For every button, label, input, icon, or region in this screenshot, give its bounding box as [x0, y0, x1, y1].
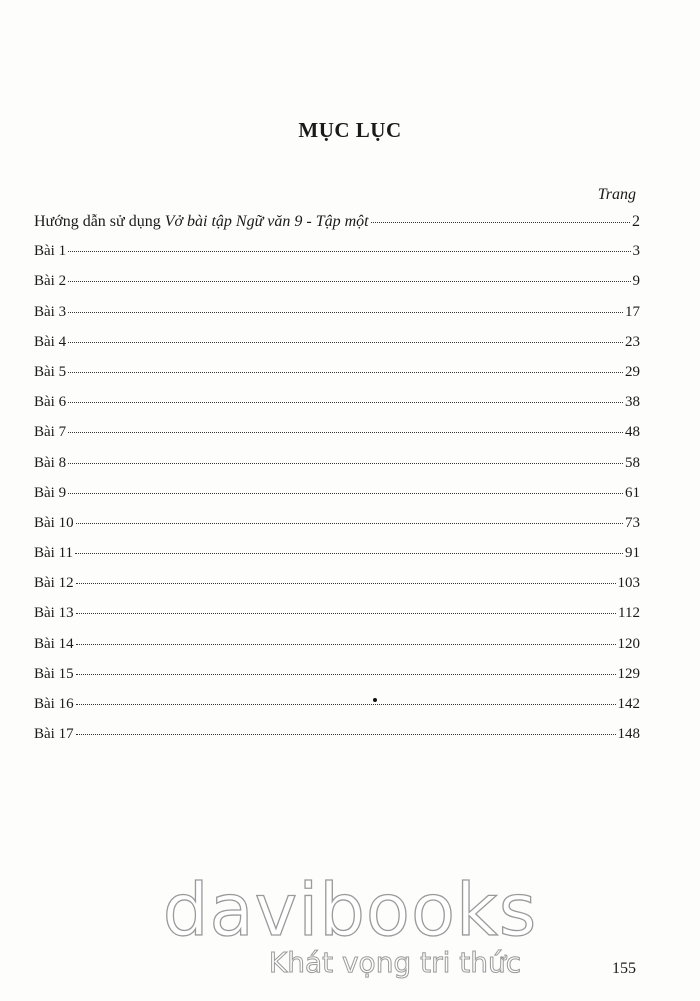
toc-row: [34, 334, 640, 364]
toc-leader-dots: [68, 342, 623, 343]
toc-page-number: 17: [625, 303, 640, 320]
toc-leader-dots: [76, 674, 616, 675]
toc-row: [34, 726, 640, 756]
toc-page-number: 58: [625, 454, 640, 471]
toc-entry-label: Bài 4: [34, 333, 67, 350]
toc-entry-label: Bài 8: [34, 454, 67, 471]
toc-entry-label: Bài 12: [34, 575, 74, 592]
toc-entry-label: Bài 14: [34, 635, 74, 652]
toc-entry-label: Bài 6: [34, 394, 67, 411]
toc-entry-label: Bài 16: [34, 696, 74, 712]
toc-leader-dots: [76, 734, 616, 735]
toc-page-number: 48: [625, 424, 640, 441]
toc-row: [34, 455, 640, 485]
toc-page-number: 103: [617, 575, 640, 592]
page-column-label: Trang: [597, 186, 636, 203]
toc-leader-dots: [68, 463, 623, 464]
toc-page-number: 129: [617, 665, 640, 682]
toc-row: [34, 394, 640, 424]
toc-row: [34, 273, 640, 303]
toc-row: [34, 304, 640, 334]
toc-leader-dots: [68, 432, 623, 433]
toc-entry-label: Bài 9: [34, 484, 67, 501]
toc-entry-label: Bài 1: [34, 243, 67, 260]
toc-row: [34, 545, 640, 575]
toc-leader-dots: [76, 644, 616, 645]
toc-row: [34, 605, 640, 635]
table-of-contents: [34, 213, 640, 756]
toc-page-number: 23: [625, 333, 640, 350]
toc-entry-label: Bài 15: [34, 665, 74, 682]
toc-page-number: 112: [618, 605, 640, 622]
toc-page-number: 91: [625, 545, 640, 562]
toc-row: [34, 424, 640, 454]
watermark-slogan: Khát vọng tri thức: [268, 946, 522, 979]
toc-leader-dots: [75, 553, 623, 554]
toc-page-number: 120: [617, 635, 640, 652]
toc-entry-label: Bài 10: [34, 514, 74, 531]
toc-row: [34, 364, 640, 394]
toc-leader-dots: [68, 372, 623, 373]
toc-page-number: 29: [625, 363, 640, 380]
toc-page-number: 2: [632, 213, 640, 230]
toc-page-number: 61: [625, 484, 640, 501]
toc-leader-dots: [76, 523, 623, 524]
toc-page-number: 148: [617, 726, 640, 743]
toc-entry-label: Bài 2: [34, 273, 67, 290]
page-title: MỤC LỤC: [298, 118, 402, 142]
toc-row: [34, 243, 640, 273]
toc-entry-label: Bài 17: [34, 726, 74, 743]
toc-entry-label: Bài 11: [34, 545, 74, 562]
watermark-brand: davibooks: [162, 868, 538, 952]
toc-row: [34, 696, 640, 726]
toc-page-number: 38: [625, 394, 640, 411]
watermark-logo: [150, 870, 550, 979]
toc-page-number: 3: [632, 243, 640, 260]
toc-leader-dots: [68, 281, 630, 282]
toc-row: [34, 515, 640, 545]
toc-leader-dots: [371, 222, 630, 223]
toc-row: [34, 666, 640, 696]
toc-leader-dots: [68, 402, 623, 403]
toc-row: [34, 485, 640, 515]
toc-leader-dots: [76, 704, 616, 705]
toc-leader-dots: [76, 613, 616, 614]
toc-row: [34, 636, 640, 666]
toc-page-number: 142: [617, 696, 640, 712]
toc-leader-dots: [68, 251, 630, 252]
toc-entry-label: Bài 5: [34, 363, 67, 380]
page-number: 155: [612, 960, 636, 977]
toc-row: [34, 575, 640, 605]
toc-page-number: 9: [632, 273, 640, 290]
toc-leader-dots: [68, 312, 623, 313]
toc-page-number: 73: [625, 514, 640, 531]
toc-leader-dots: [76, 583, 616, 584]
toc-entry-label: Hướng dẫn sử dụng Vở bài tập Ngữ văn 9 - Tập một: [34, 213, 369, 230]
toc-row: [34, 213, 640, 243]
toc-leader-dots: [68, 493, 623, 494]
toc-entry-label: Bài 7: [34, 424, 67, 441]
toc-entry-label: Bài 13: [34, 605, 74, 622]
toc-entry-label: Bài 3: [34, 303, 67, 320]
print-speck: [373, 698, 377, 702]
